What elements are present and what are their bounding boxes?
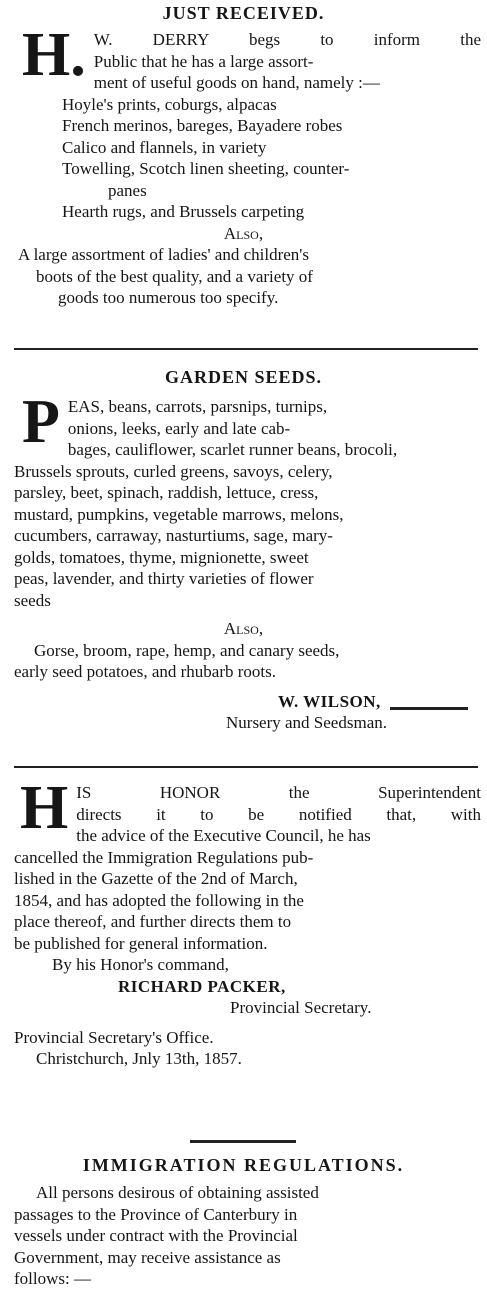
derry-goods-item: Towelling, Scotch linen sheeting, counter- bbox=[62, 159, 350, 178]
notice-line: place thereof, and further directs them to bbox=[14, 912, 292, 931]
seeds-initial: P bbox=[22, 388, 60, 456]
notice-initial: H bbox=[20, 774, 69, 842]
regulations-heading: IMMIGRATION REGULATIONS. bbox=[82, 1155, 405, 1175]
signature-rule bbox=[390, 707, 468, 710]
notice-signer-title: Provincial Secretary. bbox=[230, 998, 372, 1017]
seeds-line: parsley, beet, spinach, raddish, lettuce, cress, bbox=[14, 483, 319, 502]
seeds-line: golds, tomatoes, thyme, mignionette, sweet bbox=[14, 547, 309, 567]
regulations-line: All persons desirous of obtaining assisted bbox=[36, 1183, 319, 1202]
seeds-signer-title: Nursery and Seedsman. bbox=[226, 713, 387, 732]
seeds-line: seeds bbox=[14, 590, 51, 610]
government-notice bbox=[0, 774, 487, 1070]
derry-goods-item: Calico and flannels, in variety bbox=[62, 137, 267, 157]
notice-signer: RICHARD PACKER, bbox=[118, 976, 286, 996]
derry-heading: JUST RECEIVED. bbox=[162, 3, 325, 23]
derry-goods-item: Hearth rugs, and Brussels carpeting bbox=[62, 202, 305, 221]
notice-line: directs it to be notified that, with bbox=[76, 804, 481, 824]
notice-line: lished in the Gazette of the 2nd of March, bbox=[14, 869, 298, 888]
seeds-also: Also, bbox=[223, 619, 264, 638]
notice-line: IS HONOR the Superintendent bbox=[76, 783, 481, 802]
seeds-line: mustard, pumpkins, vegetable marrows, melons, bbox=[14, 504, 344, 524]
seeds-advertisement bbox=[0, 366, 487, 734]
notice-line: 1854, and has adopted the following in the bbox=[14, 890, 304, 910]
derry-goods-item: panes bbox=[108, 180, 147, 200]
section-divider bbox=[14, 348, 478, 350]
derry-advertisement bbox=[0, 2, 487, 309]
derry-also: Also, bbox=[223, 223, 264, 243]
derry-goods-item: French merinos, bareges, Bayadere robes bbox=[62, 116, 343, 135]
notice-line: cancelled the Immigration Regulations pub- bbox=[14, 847, 314, 867]
seeds-line: peas, lavender, and thirty varieties of flower bbox=[14, 569, 314, 588]
derry-intro-line: W. DERRY begs to inform the bbox=[93, 30, 481, 49]
regulations-line: passages to the Province of Canterbury in bbox=[14, 1204, 298, 1224]
notice-line: be published for general information. bbox=[14, 933, 268, 953]
seeds-line: bages, cauliflower, scarlet runner beans, brocoli, bbox=[67, 440, 398, 459]
regulations-line: vessels under contract with the Provincial bbox=[14, 1226, 298, 1245]
notice-line: the advice of the Executive Council, he has bbox=[76, 826, 371, 845]
section-divider bbox=[14, 766, 478, 768]
derry-closing-line: boots of the best quality, and a variety of bbox=[36, 266, 313, 286]
derry-intro-line: ment of useful goods on hand, namely :— bbox=[93, 73, 380, 92]
notice-command: By his Honor's command, bbox=[52, 955, 229, 974]
derry-closing-line: goods too numerous too specify. bbox=[58, 288, 279, 307]
regulations-line: Government, may receive assistance as bbox=[14, 1247, 281, 1267]
derry-closing-line: A large assortment of ladies' and children's bbox=[18, 245, 309, 264]
derry-intro-line: Public that he has a large assort- bbox=[93, 51, 314, 71]
seeds-line: cucumbers, carraway, nasturtiums, sage, mary- bbox=[14, 526, 333, 545]
seeds-line: EAS, beans, carrots, parsnips, turnips, bbox=[67, 397, 328, 416]
notice-place-date: Christchurch, Jnly 13th, 1857. bbox=[36, 1049, 242, 1068]
seeds-heading: GARDEN SEEDS. bbox=[164, 367, 323, 387]
seeds-signer: W. WILSON, bbox=[278, 691, 381, 711]
seeds-also-line: early seed potatoes, and rhubarb roots. bbox=[14, 662, 276, 681]
seeds-line: Brussels sprouts, curled greens, savoys, celery, bbox=[14, 461, 333, 481]
derry-goods-item: Hoyle's prints, coburgs, alpacas bbox=[62, 94, 277, 114]
immigration-regulations bbox=[0, 1154, 487, 1290]
seeds-also-line: Gorse, broom, rape, hemp, and canary seeds, bbox=[34, 640, 340, 660]
seeds-line: onions, leeks, early and late cab- bbox=[67, 418, 291, 438]
section-short-rule bbox=[190, 1140, 296, 1143]
derry-initial: H. bbox=[22, 21, 86, 89]
notice-office: Provincial Secretary's Office. bbox=[14, 1027, 214, 1047]
regulations-line: follows: — bbox=[14, 1269, 91, 1288]
